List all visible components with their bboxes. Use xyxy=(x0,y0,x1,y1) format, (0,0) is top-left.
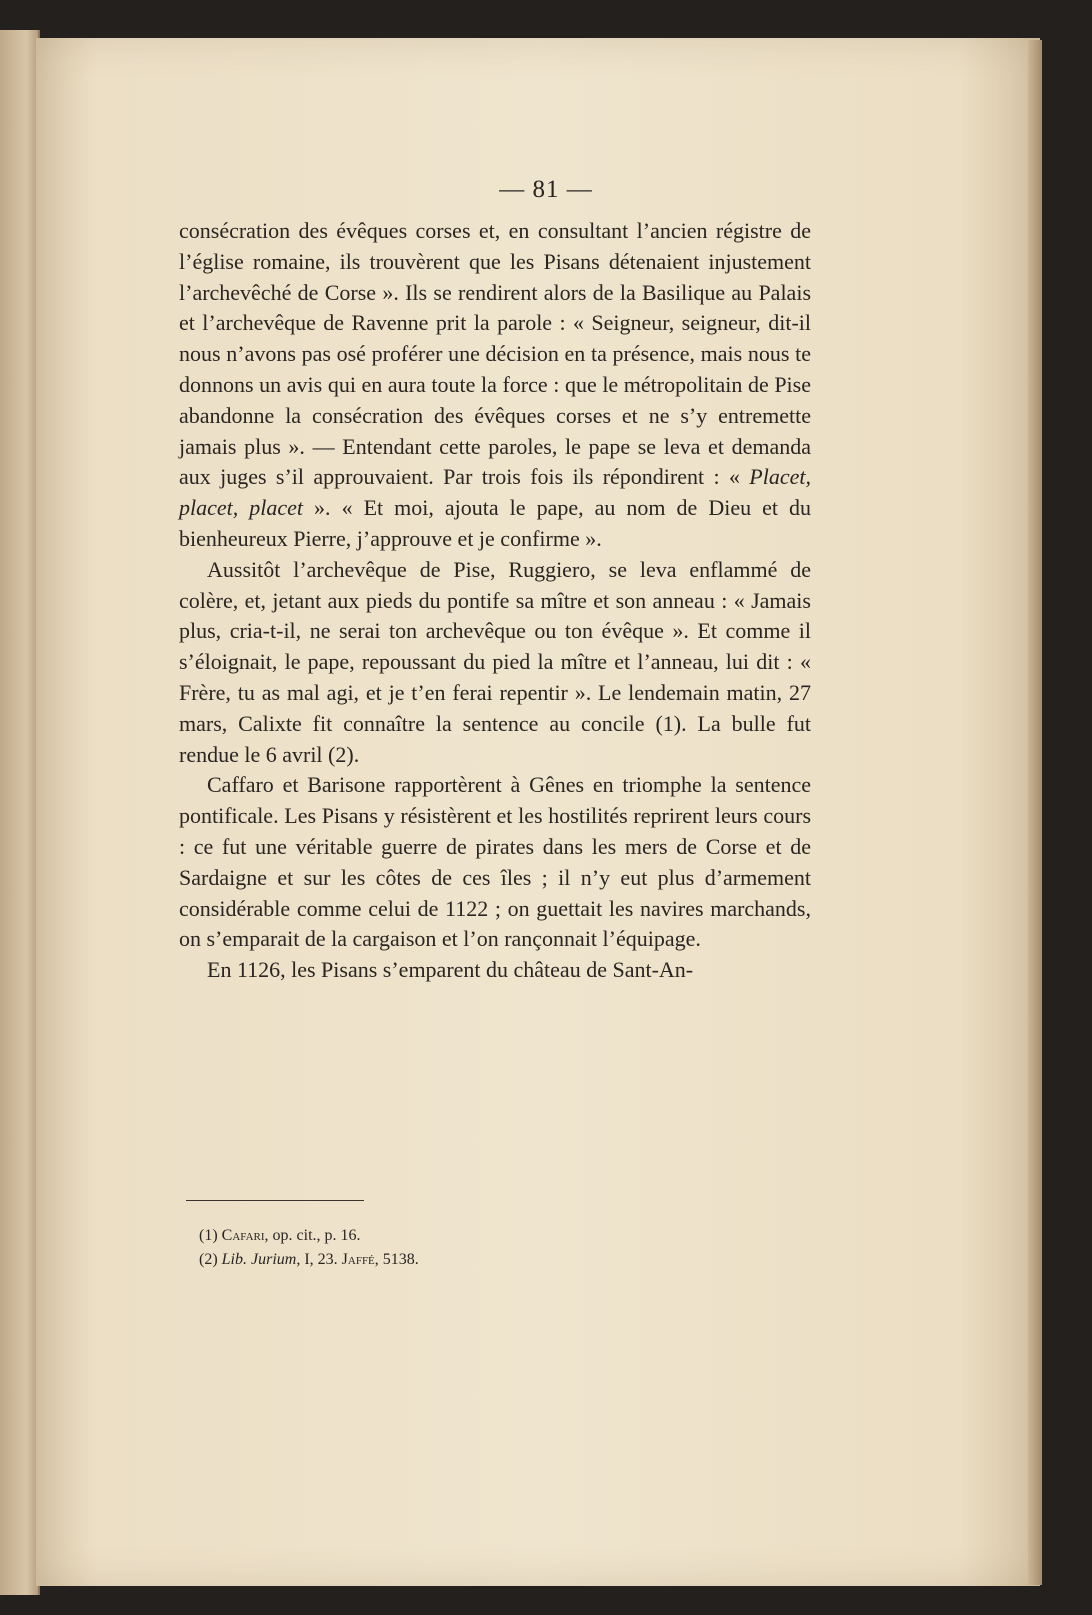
footnote-1-author: Cafari xyxy=(221,1227,265,1244)
paragraph-1-text-after: ». « Et moi, ajouta le pape, au nom de Dieu et du bienheureux Pierre, j’approuve et je confirme ». xyxy=(179,495,811,551)
main-text xyxy=(179,216,811,986)
paragraph-1-italic: Placet, placet, placet xyxy=(179,464,811,521)
footnote-2 xyxy=(199,1248,759,1272)
page-number: — 81 — xyxy=(499,176,593,203)
paragraph-4: En 1126, les Pisans s’emparent du château de Sant-An- xyxy=(207,957,694,983)
footnotes xyxy=(199,1224,759,1272)
paragraph-1-text: consécration des évêques corses et, en consultant l’ancien régistre de l’église romaine, ils trouvèrent que les Pisans détenaient injustement l’archevêché de Corse ». Ils se rendirent alors de la Basilique au Palais et l’archevêque de Ravenne prit la parole : « Seigneur, seigneur, dit-il nous n’avons pas osé proférer une décision en ta présence, mais nous te donnons un avis qui en aura toute la force : que le métropolitain de Pise abandonne la consécration des évêques corses et ne s’y entremette jamais plus ». — Entendant cette paroles, le pape se leva et demanda aux juges s’il approuvaient. Par trois fois ils répondirent : « xyxy=(179,218,811,490)
footnote-1-rest: , op. cit., p. 16. xyxy=(264,1227,361,1244)
page-fore-edge xyxy=(1028,40,1042,1585)
footnote-2-author: Jaffé xyxy=(341,1251,375,1268)
paragraph-1 xyxy=(179,216,811,555)
footnote-2-mid: , I, 23. xyxy=(296,1251,342,1268)
left-page-edge xyxy=(0,30,40,1595)
footnote-2-title: Lib. Jurium xyxy=(221,1251,297,1268)
footnote-1-mark: (1) xyxy=(199,1227,222,1244)
footnote-1 xyxy=(199,1224,759,1248)
paragraph-3: Caffaro et Barisone rapportèrent à Gênes en triomphe la sentence pontificale. Les Pisans y résistèrent et les hostilités reprirent leurs cours : ce fut une véritable guerre de pirates dans les mers de Corse et de Sardaigne et sur les côtes de ces îles ; il n’y eut plus d’armement considérable comme celui de 1122 ; on guettait les navires marchands, on s’emparait de la cargaison et l’on rançonnait l’équipage. xyxy=(179,772,811,952)
footnote-2-mark: (2) xyxy=(199,1251,222,1268)
paragraph-2: Aussitôt l’archevêque de Pise, Ruggiero, se leva enflammé de colère, et, jetant aux pieds du pontife sa mître et son anneau : « Jamais plus, cria-t-il, ne serai ton archevêque ou ton évêque ». Et comme il s’éloignait, le pape, repoussant du pied la mître et l’anneau, lui dit : « Frère, tu as mal agi, et je t’en ferai repentir ». Le lendemain matin, 27 mars, Calixte fit connaître la sentence au concile (1). La bulle fut rendue le 6 avril (2). xyxy=(179,556,811,767)
footnote-divider xyxy=(186,1200,364,1201)
footnote-2-rest: , 5138. xyxy=(374,1251,419,1268)
